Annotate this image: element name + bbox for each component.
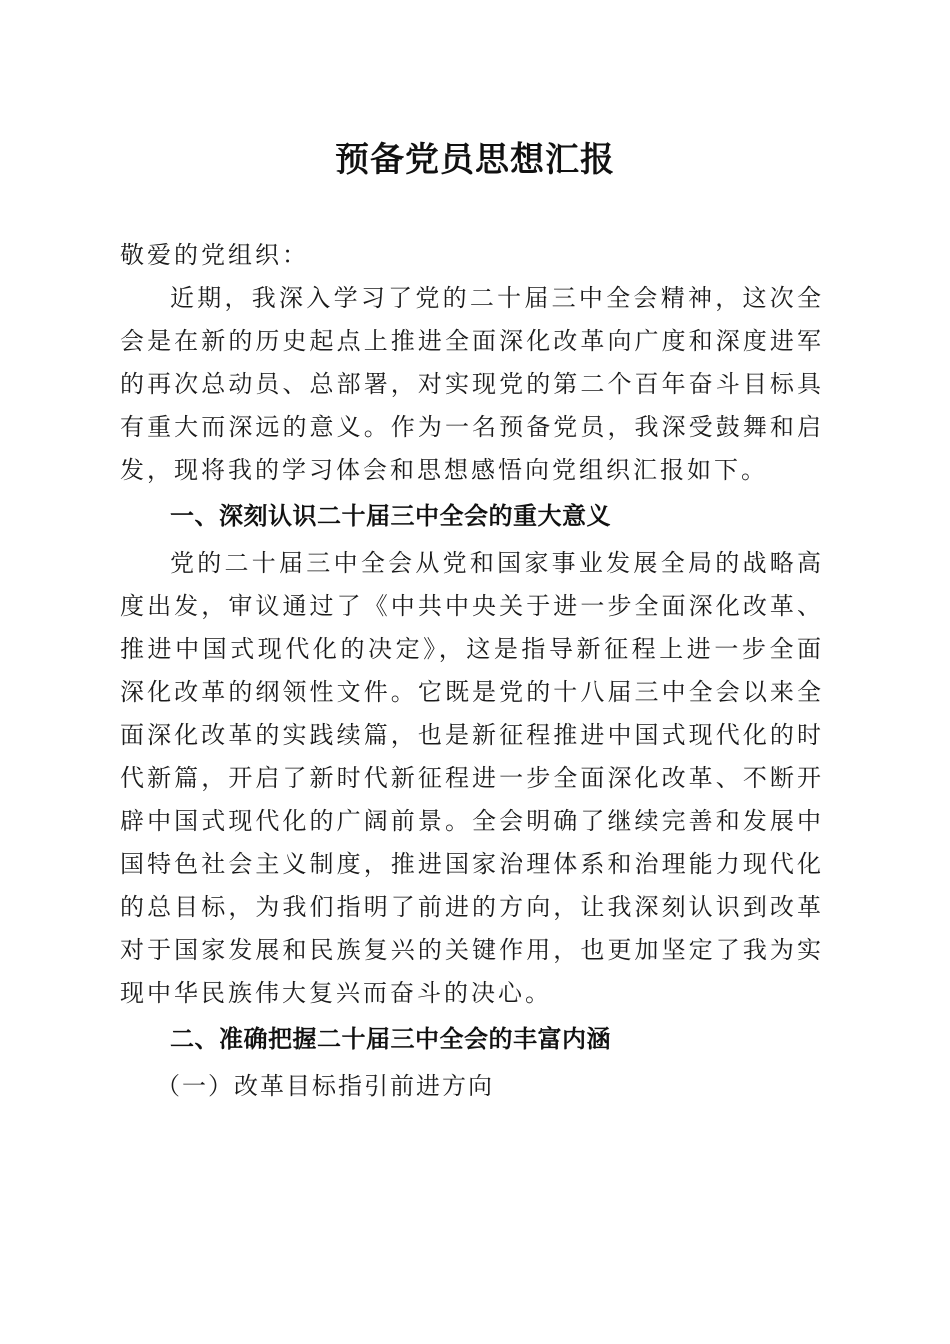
document-title: 预备党员思想汇报 [335,140,615,180]
section-heading-1: 一、深刻认识二十届三中全会的重大意义 [170,502,611,530]
greeting: 敬爱的党组织： [120,241,309,269]
subsection-heading-2-1: （一）改革目标指引前进方向 [156,1072,494,1100]
section-1-paragraph: 党的二十届三中全会从党和国家事业发展全局的战略高度出发，审议通过了《中共中央关于进一步全面深化改革、推进中国式现代化的决定》，这是指导新征程上进一步全面深化改革的纲领性文件。它既是党的十八届三中全会以来全面深化改革的实践续篇，也是新征程推进中国式现代化的时代新篇，开启了新时代新征程进一步全面深化改革、不断开辟中国式现代化的广阔前景。全会明确了继续完善和发展中国特色社会主义制度，推进国家治理体系和治理能力现代化的总目标，为我们指明了前进的方向，让我深刻认识到改革对于国家发展和民族复兴的关键作用，也更加坚定了我为实现中华民族伟大复兴而奋斗的决心。 [120,549,824,1007]
document-body [120,234,824,1108]
section-heading-2: 二、准确把握二十届三中全会的丰富内涵 [170,1025,611,1053]
intro-paragraph: 近期，我深入学习了党的二十届三中全会精神，这次全会是在新的历史起点上推进全面深化改革向广度和深度进军的再次总动员、总部署，对实现党的第二个百年奋斗目标具有重大而深远的意义。作为一名预备党员，我深受鼓舞和启发，现将我的学习体会和思想感悟向党组织汇报如下。 [120,284,824,484]
